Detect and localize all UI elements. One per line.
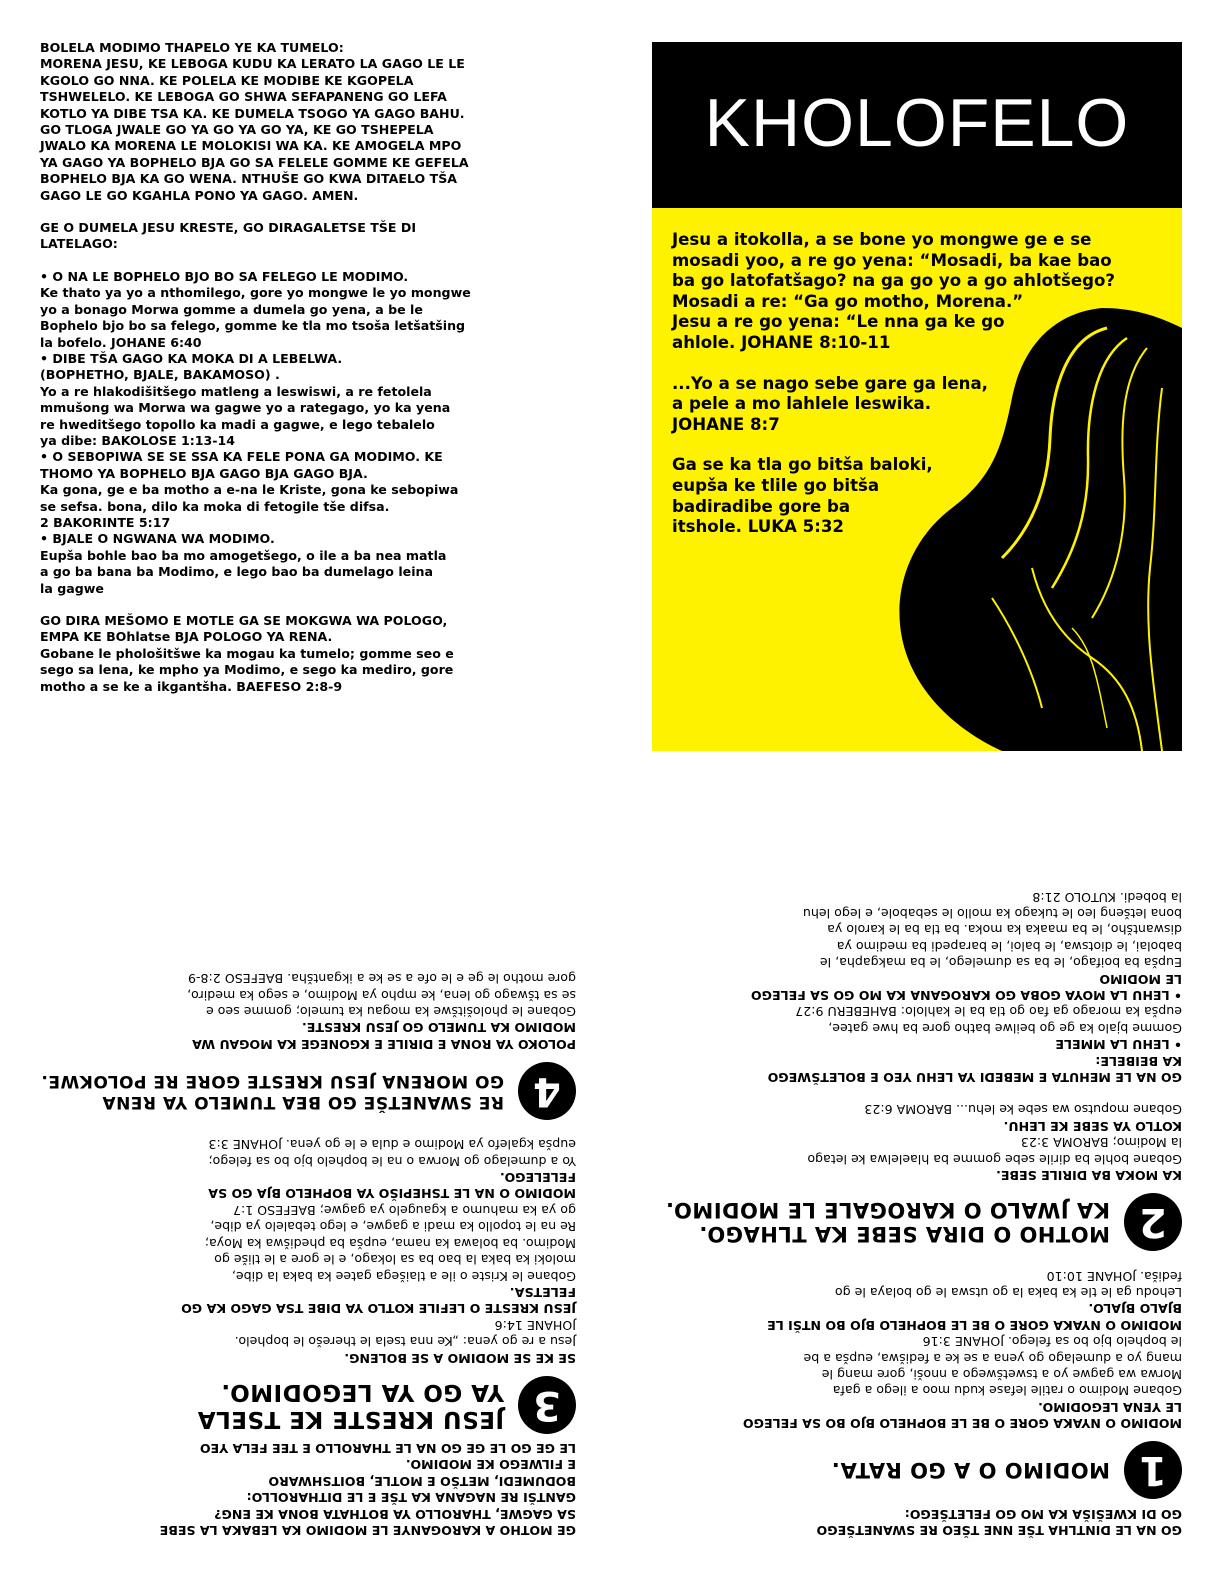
section-3-number: 3 [518,1376,576,1434]
scripture-john-8-10: Jesu a itokolla, a se bone yo mongwe ge e se mosadi yoo, a re go yena: “Mosadi, ba kae bao ba go latofatšago? na ga go yo a go ahlotšego? Mosadi a re: “Ga go motho, Morena.” Jesu a re go yena: “Le nna ga ke go ahlole. JOHANE 8:10-11 [672,230,1116,352]
section-1-sub2: MODIMO O NYAKA GORE O BE LE BOPHELO BJO BO NTŠI LE BJALO BJALO. [767,1301,1182,1333]
solution-warning: LE GE GO LE GE GO NA LE THAROLLO E TEE FELA YEO [199,1440,576,1456]
section-3-text: Jesu a re go yena: „Ke nna tsela le therešo le bophelo. JOHANE 14:6 [234,1317,576,1350]
bullet-3-title: • O SEBOPIWA SE SE SSA KA FELE PONA GA MODIMO. KE THOMO YA BOPHELO BJA GAGO BJA GAGO BJA. [40,449,443,481]
section-3-text3: Yo a dumelago go Morwa o na le bophelo bjo bo sa felego; eupša kgalefo ya Modimo e dula e le go yena. JOHANE 3:3 [208,1137,576,1169]
scripture-luke-5-32: Ga se ka tla go bitša baloki, eupša ke tlile go bitša badiradibe gore ba itshole. LUKA 5:32 [672,455,933,537]
section-2-text2: Gobane moputso wa sebe ke lehu... BAROMA 6:23 [864,1102,1182,1118]
works-heading: GO DIRA MEŠOMO E MOTLE GA SE MOKGWA WA POLOGO, EMPA KE BOhlatse BJA POLOGO YA RENA. [40,613,448,645]
section-4-header [40,1062,576,1120]
section-2-bullet-2-text: Eupša ba boifago, le ba sa dumelego, le ba makgapha, le babolai, le diotswa, le baloi, le barapedi ba medimo ya diswantšho, le ba maaka ka moka. ba tla ba le karolo ya bona letšeng leo le tukago ka mollo le sebabole, e lego lehu la bobedi. KUTOLO 21:8 [802,889,1182,971]
section-2-bullet-1-text: Gomme bjalo ka ge go beilwe batho gore ba hwe gatee, eupša ka morago ga fao go tla ba le kahlolo: BAHEBERU 9:27 [795,1004,1182,1036]
section-1-text2: Lehodu ga le tle ka baka la go utswa le go bolaya le go fediša. JOHANE 10:10 [834,1268,1182,1300]
section-2-bullet-2: • LEHU LA MOYA GOBA GO KAROGANA KA MO GO SA FELEGO LE MODIMO [750,971,1182,1004]
works-text: Gobane le phološitšwe ka mogau ka tumelo; gomme seo e sego sa lena, ke mpho ya Modimo, e sego ka mediro, gore motho a se ke a ikgantšha. BAEFESO 2:8-9 [40,645,454,694]
panel-1-2 [646,808,1182,1538]
section-1-text: Gobane Modimo o ratile lefase kudu moo a ilego a gafa Morwa wa gagwe yo a tswetšwego a nnoši, gore mang le mang yo a dumelago go yena a se ke a fedišwa, eupša a be le bophelo bjo bo sa felego. JOHANE 3:16 [803,1334,1182,1399]
section-1-heading: MODIMO O A GO RATA. [831,1458,1110,1483]
section-1-number: 1 [1124,1441,1182,1499]
section-3-sub3: MODIMO O NA LE TSHEPIŠO YA BOPHELO BJA GO SA FELELEGO. [208,1170,576,1202]
panel-3-4 [40,808,576,1538]
section-2-text: Gobane bohle ba dirile sebe gomme ba hlaelelwa ke letago la Modimo; BAROMA 3:23 [807,1135,1182,1167]
bullet-2-text: Yo a re hlakodišitšego matleng a leswiswi, a re fetolela mmušong wa Morwa wa gagwe yo a rategago, yo ka yena re hweditšego topollo ka madi a gagwe, e lego tebalelo ya dibe: BAKOLOSE 1:13-14 [40,383,451,448]
prayer-panel [40,40,600,695]
section-4-text: Gobane le phološitšwe ka mogau ka tumelo; gomme seo e se sa tšwago go lena, ke mpho ya Modimo, e sego ka mediro, gore motho le ge e le ofe a se ke a ikgantšha. BAEFESO 2:8-9 [187,971,576,1020]
cover-panel [652,208,1182,751]
cover-title-bar [652,42,1182,208]
scripture-john-8-7: ...Yo a se nago sebe gare ga lena, a pele a mo lahlele leswika. JOHANE 8:7 [672,373,988,434]
section-3-heading: JESU KRESTE KE TSELA YA GO YA LEGODIMO. [197,1378,504,1432]
section-2-header [646,1193,1182,1251]
section-2-sub: KA MOKA BA DIRILE SEBE. [996,1168,1182,1184]
section-3-sub: SE KE SE MODIMO A SE BOLENG. [344,1350,576,1366]
believe-heading: GE O DUMELA JESU KRESTE, GO DIRAGALETSE TŠE DI LATELAGO: [40,220,417,252]
section-1-header [646,1441,1182,1499]
solution-intro: GE MOTHO A KAROGANYE LE MODIMO KA LEBAKA LA SEBE SA GAGWE, THAROLLO YA BOTHATA BONA KE ENG? GANTŠI RE NAGANA KA TŠE E LE DITHAROLLO: BODUMEDI, METŠO E MOTLE, BOITSHWARO E FILWEGO KE MODIMO. [159,1457,576,1538]
section-4-heading: RE SWANETŠE GO BEA TUMELO YA RENA GO MORENA JESU KRESTE GORE RE POLOKWE. [40,1070,504,1112]
bullet-1-text: Ke thato ya yo a nthomilego, gore yo mongwe le yo mongwe yo a bonago Morwa gomme a dumela go yena, a be le Bophelo bjo bo sa felego, gomme ke tla mo tsoša letšatšing la bofelo. JOHANE 6:40 [40,285,471,350]
bullet-4-title: • BJALE O NGWANA WA MODIMO. [40,531,275,547]
cover-title: KHOLOFELO [704,85,1130,161]
section-3-header [40,1376,576,1434]
bullet-1-title: • O NA LE BOPHELO BJO BO SA FELEGO LE MODIMO. [40,268,409,284]
prayer-text: BOLELA MODIMO THAPELO YE KA TUMELO: MORENA JESU, KE LEBOGA KUDU KA LERATO LA GAGO LE LE KGOLO GO NNA. KE POLELA KE MODIBE KE KGOPELA TSHWELELO. KE LEBOGA GO SHWA SEFAPANENG GO LEFA KOTLO YA DIBE TSA KA. KE DUMELA TSOGO YA GAGO BAHU. GO TLOGA JWALE GO YA GO YA GO YA, KE GO TSHEPELA JWALO KA MORENA LE MOLOKISI WA KA. KE AMOGELA MPO YA GAGO YA BOPHELO BJA GO SA FELELE GOMME KE GEFELA BOPHELO BJA KA GO WENA. NTHUŠE GO KWA DITAELO TŠA GAGO LE GO KGAHLA PONO YA GAGO. AMEN. [40,40,469,203]
bullet-3-text: Ka gona, ge e ba motho a e-na le Kriste, gona ke sebopiwa se sefsa. bona, dilo ka moka di fetogile tše difsa. 2 BAKORINTE 5:17 [40,482,459,530]
section-1-sub: MODIMO O NYAKA GORE O BE LE BOPHELO BJO BO SA FELEGO LE YENA LEGODIMO. [742,1399,1182,1432]
section-3-text2: Gobane le Kriste o ile a tlaišega gatee ka baka la dibe, moloki ka baka la bao ba sa lokago, e le gore a le tliše go Modimo. ba bolawa ka nama, eupša ba phedišwa ka Moya; Re na le topollo ka madi a gagwe, e lego tebalelo ya dibe, go ya ka mahumo a kgaugelo ya gagwe; BAEFESO 1:7 [204,1202,576,1284]
section-4-number: 4 [518,1062,576,1120]
bullet-4-text: Eupša bohle bao ba mo amogetšego, o ile a ba nea matla a go ba bana ba Modimo, e lego bao ba dumelago leina la gagwe [40,547,447,596]
section-2-sub3: GO NA LE MEHUTA E MEBEDI YA LEHU YEO E BOLETŠWEGO KA BEIBELE: [767,1053,1182,1086]
section-2-bullet-1: • LEHU LA MMELE [1055,1037,1182,1053]
cover-scripture [672,230,1172,538]
intro-text: GO NA LE DINTLHA TŠE NNE TŠEO RE SWANETŠEGO GO DI KWEŠIŠA KA MO GO FELETŠEGO: [816,1506,1182,1538]
section-2-sub2: KOTLO YA SEBE KE LEHU. [1003,1118,1182,1134]
section-3-sub2: JESU KRESTE O LEFILE KOTLO YA DIBE TSA GAGO KA GO FELETSA. [181,1284,576,1317]
section-2-heading: MOTHO O DIRA SEBE KA TLHAGO. KA JWALO O KAROGALE LE MODIMO. [665,1198,1110,1247]
section-2-number: 2 [1124,1193,1182,1251]
bullet-2-title: • DIBE TŠA GAGO KA MOKA DI A LEBELWA. (BOPHETHO, BJALE, BAKAMOSO) . [40,350,343,383]
section-4-sub: POLOKO YA RONA E DIRILE E KGONEGE KA MOGAU WA MODIMO KA TUMELO GO JESU KRESTE. [192,1020,576,1052]
